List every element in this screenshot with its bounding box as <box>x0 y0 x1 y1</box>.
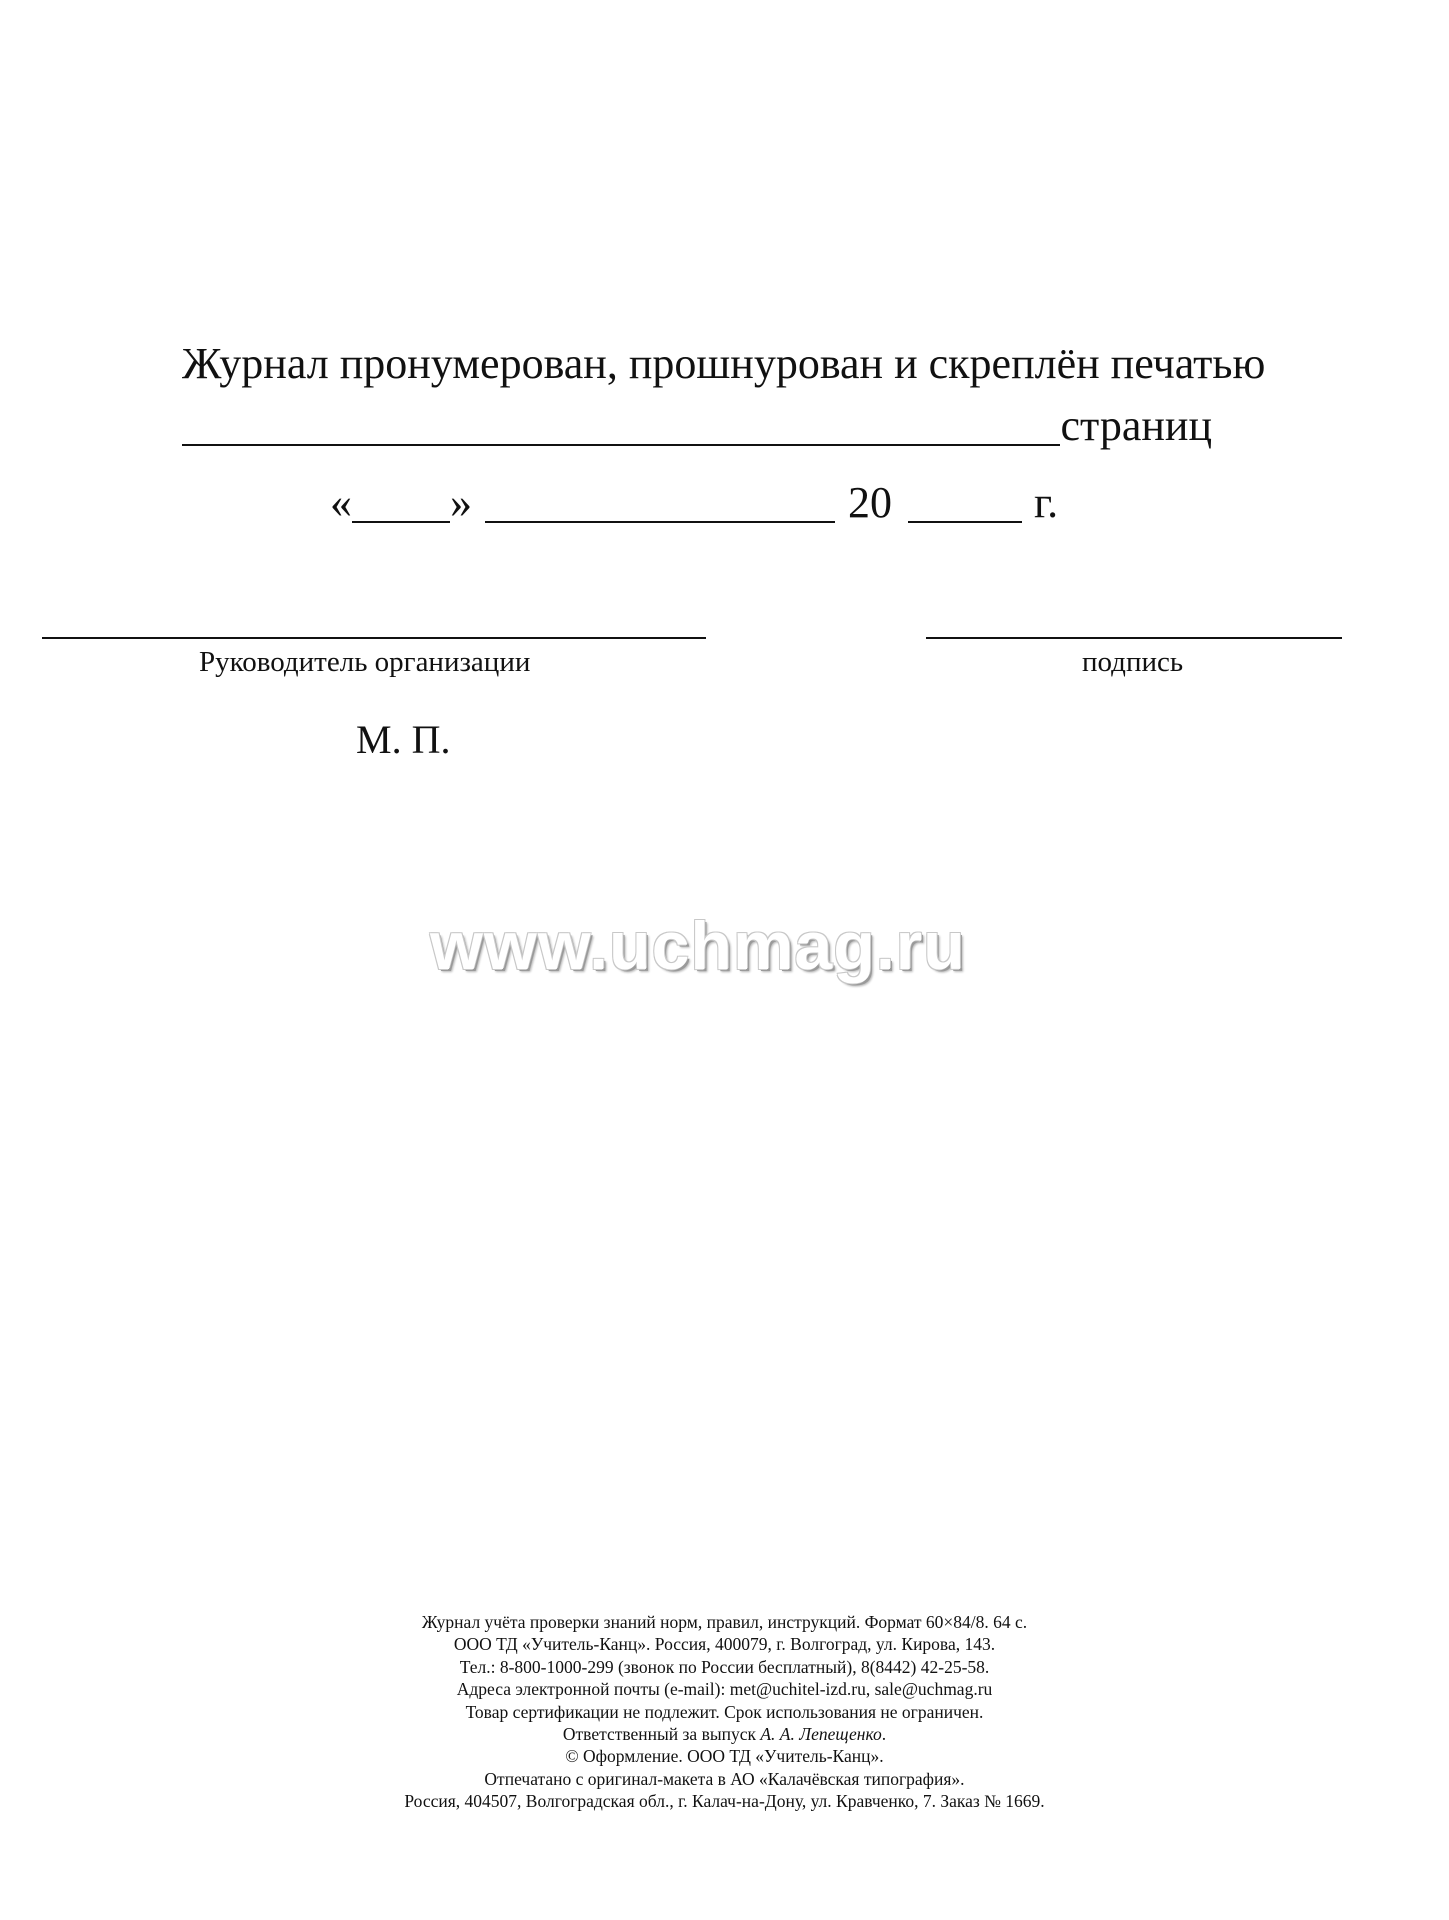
imprint-line: Журнал учёта проверки знаний норм, правил, инструкций. Формат 60×84/8. 64 с. <box>421 1612 1028 1632</box>
year-suffix: г. <box>1034 478 1059 527</box>
day-blank-line <box>352 521 450 523</box>
page-count-blank-line <box>182 444 1060 446</box>
imprint-line: Адреса электронной почты (e-mail): met@uchitel-izd.ru, sale@uchmag.ru <box>456 1679 993 1700</box>
imprint-line: ООО ТД «Учитель-Канц». Россия, 400079, г. Волгоград, ул. Кирова, 143. <box>453 1634 996 1655</box>
responsible-prefix: Ответственный за выпуск <box>562 1724 761 1745</box>
date-close-quote: » <box>450 478 472 527</box>
responsible-name: А. А. Лепещенко <box>760 1724 882 1745</box>
imprint-line: © Оформление. ООО ТД «Учитель-Канц». <box>565 1746 884 1767</box>
certification-statement: Журнал пронумерован, прошнурован и скреплён печатью <box>182 339 1266 388</box>
seal-label: М. П. <box>356 717 451 762</box>
watermark: www.uchmag.ru <box>430 908 966 984</box>
imprint-line-responsible <box>0 1723 1449 1745</box>
year-blank-line <box>908 521 1022 523</box>
head-caption: Руководитель организации <box>199 646 531 678</box>
imprint-line: Россия, 404507, Волгоградская обл., г. Калач-на-Дону, ул. Кравченко, 7. Заказ № 1669. <box>404 1791 1045 1812</box>
pages-word: страниц <box>1060 401 1212 450</box>
year-prefix: 20 <box>848 478 892 527</box>
signature-caption: подпись <box>1082 646 1184 678</box>
date-row <box>330 477 1070 533</box>
imprint-line: Товар сертификации не подлежит. Срок использования не ограничен. <box>465 1701 984 1722</box>
date-open-quote: « <box>330 478 352 527</box>
signature-line <box>926 637 1342 639</box>
imprint-block <box>0 1611 1449 1813</box>
head-signature-line <box>42 637 706 639</box>
responsible-suffix: . <box>881 1724 887 1745</box>
imprint-line: Отпечатано с оригинал-макета в АО «Калачёвская типография». <box>484 1768 965 1789</box>
imprint-line: Тел.: 8-800-1000-299 (звонок по России бесплатный), 8(8442) 42-25-58. <box>459 1656 990 1677</box>
month-blank-line <box>485 521 835 523</box>
page-count-row <box>182 400 1212 452</box>
